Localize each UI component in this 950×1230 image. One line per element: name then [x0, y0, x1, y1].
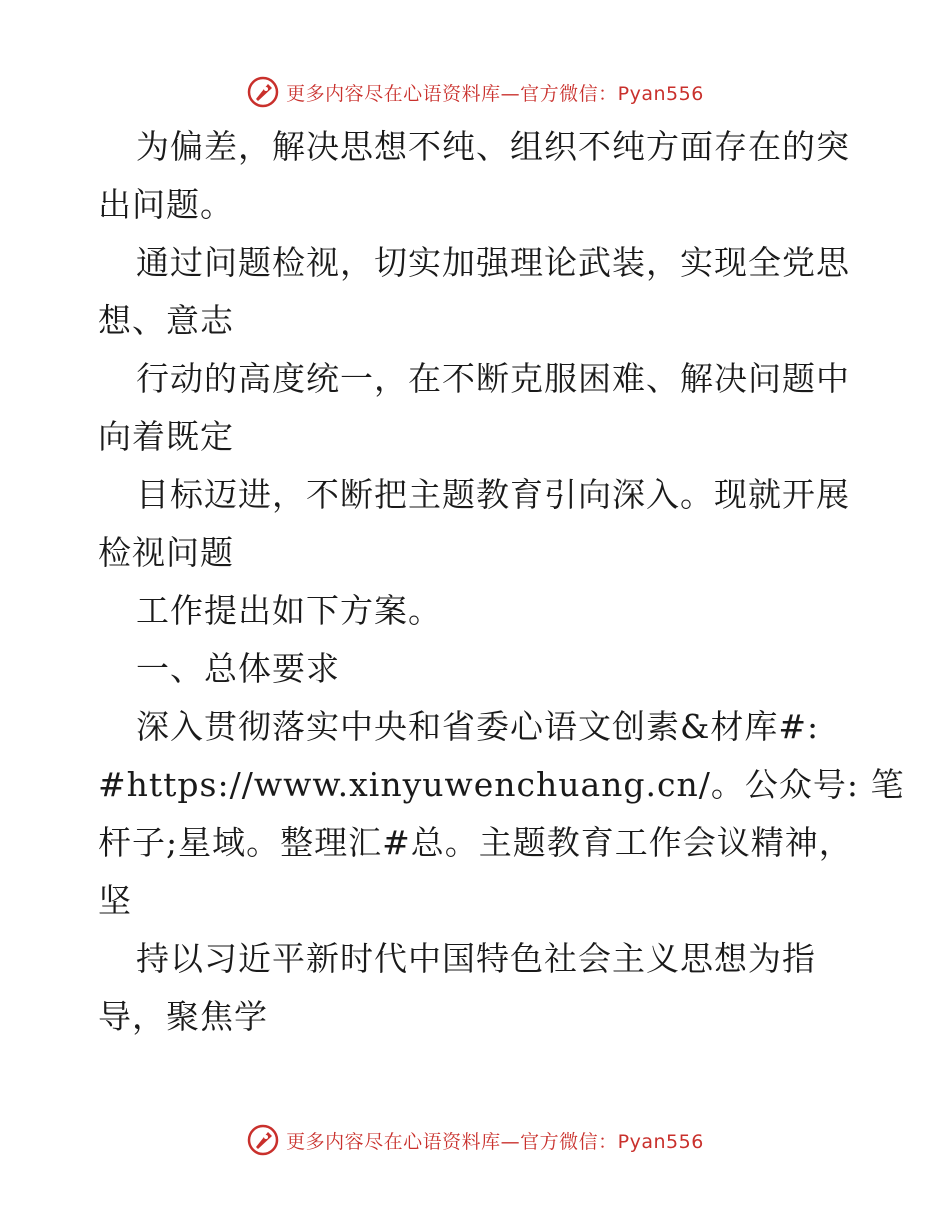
- footer-banner: [0, 1120, 950, 1160]
- banner-text: 更多内容尽在心语资料库—官方微信：Pyan556: [286, 1130, 704, 1153]
- pen-nib-logo-icon: [246, 1123, 280, 1157]
- paragraph-line: #https://www.xinyuwenchuang.cn/。公众号: 笔: [98, 765, 905, 804]
- paragraph-line: 深入贯彻落实中央和省委心语文创素&材库#:: [136, 707, 820, 746]
- paragraph-line: 向着既定: [98, 417, 234, 456]
- paragraph-line: 目标迈进，不断把主题教育引向深入。现就开展: [136, 475, 850, 514]
- paragraph-line: 通过问题检视，切实加强理论武装，实现全党思: [136, 243, 850, 282]
- banner-text: 更多内容尽在心语资料库—官方微信：Pyan556: [286, 82, 704, 105]
- paragraph-line: 坚: [98, 881, 132, 920]
- paragraph-line: 检视问题: [98, 533, 234, 572]
- paragraph-line: 想、意志: [98, 301, 234, 340]
- paragraph-line: 杆子;星域。整理汇#总。主题教育工作会议精神，: [98, 823, 853, 862]
- section-heading: 一、总体要求: [136, 649, 340, 688]
- header-banner: [0, 72, 950, 112]
- paragraph-line: 为偏差，解决思想不纯、组织不纯方面存在的突: [136, 127, 850, 166]
- paragraph-line: 工作提出如下方案。: [136, 591, 442, 630]
- pen-nib-logo-icon: [246, 75, 280, 109]
- paragraph-line: 出问题。: [98, 185, 234, 224]
- document-body: [98, 118, 905, 1046]
- paragraph-line: 行动的高度统一，在不断克服困难、解决问题中: [136, 359, 850, 398]
- paragraph-line: 导，聚焦学: [98, 997, 268, 1036]
- paragraph-line: 持以习近平新时代中国特色社会主义思想为指: [136, 939, 816, 978]
